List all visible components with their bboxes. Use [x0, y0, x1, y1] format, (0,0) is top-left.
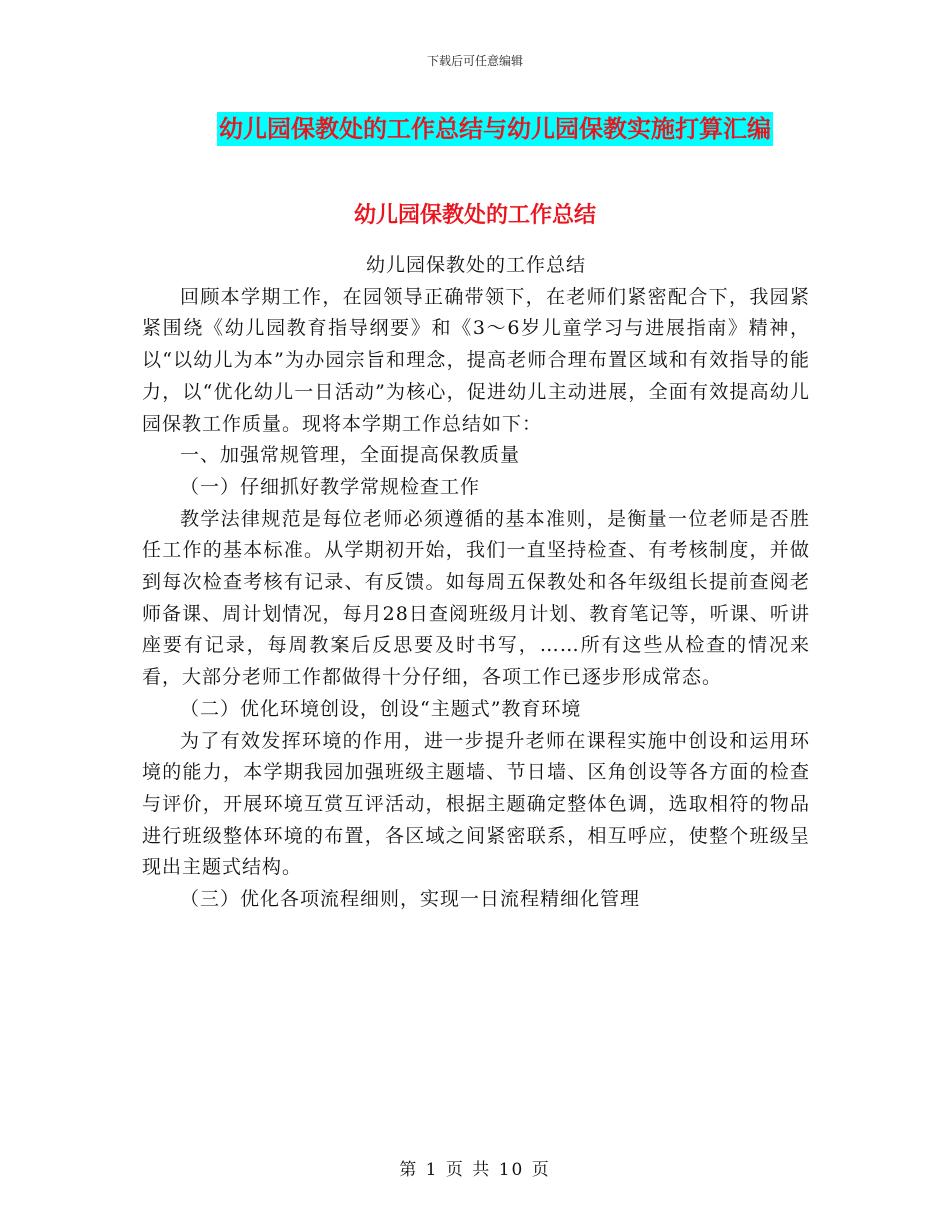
- paragraph-environment: 为了有效发挥环境的作用，进一步提升老师在课程实施中创设和运用环境的能力，本学期我园加强班级主题墙、节日墙、区角创设等各方面的检查与评价，开展环境互赏互评活动，根据主题确定整体色调，选取相符的物品进行班级整体环境的布置，各区域之间紧密联系，相互呼应，使整个班级呈现出主题式结构。: [142, 729, 810, 879]
- paragraph-teaching-norms: 教学法律规范是每位老师必须遵循的基本准则，是衡量一位老师是否胜任工作的基本标准。从学期初开始，我们一直坚持检查、有考核制度，并做到每次检查考核有记录、有反馈。如每周五保教处和各年级组长提前查阅老师备课、周计划情况，每月28日查阅班级月计划、教育笔记等，听课、听讲座要有记录，每周教案后反思要及时书写，……所有这些从检查的情况来看，大部分老师工作都做得十分仔细，各项工作已逐步形成常态。: [142, 507, 810, 689]
- main-title-container: [0, 112, 950, 146]
- section-title: 幼儿园保教处的工作总结: [353, 203, 596, 228]
- document-body: [142, 250, 810, 916]
- document-title: 幼儿园保教处的工作总结: [365, 254, 586, 276]
- heading-level-2-first: （一）仔细抓好教学常规检查工作: [180, 475, 481, 498]
- heading-level-2-second: （二）优化环境创设，创设“主题式”教育环境: [180, 697, 582, 720]
- main-title: 幼儿园保教处的工作总结与幼儿园保教实施打算汇编: [217, 112, 773, 146]
- heading-level-1: 一、加强常规管理，全面提高保教质量: [180, 444, 521, 467]
- page-header: 下载后可任意编辑: [426, 54, 523, 68]
- heading-level-2-third: （三）优化各项流程细则，实现一日流程精细化管理: [180, 888, 641, 911]
- page-footer: 第 1 页 共 10 页: [399, 1160, 551, 1180]
- paragraph-intro: 回顾本学期工作，在园领导正确带领下，在老师们紧密配合下，我园紧紧围绕《幼儿园教育指导纲要》和《3～6岁儿童学习与进展指南》精神，以“以幼儿为本”为办园宗旨和理念，提高老师合理布置区域和有效指导的能力，以“优化幼儿一日活动”为核心，促进幼儿主动进展，全面有效提高幼儿园保教工作质量。现将本学期工作总结如下：: [142, 285, 810, 435]
